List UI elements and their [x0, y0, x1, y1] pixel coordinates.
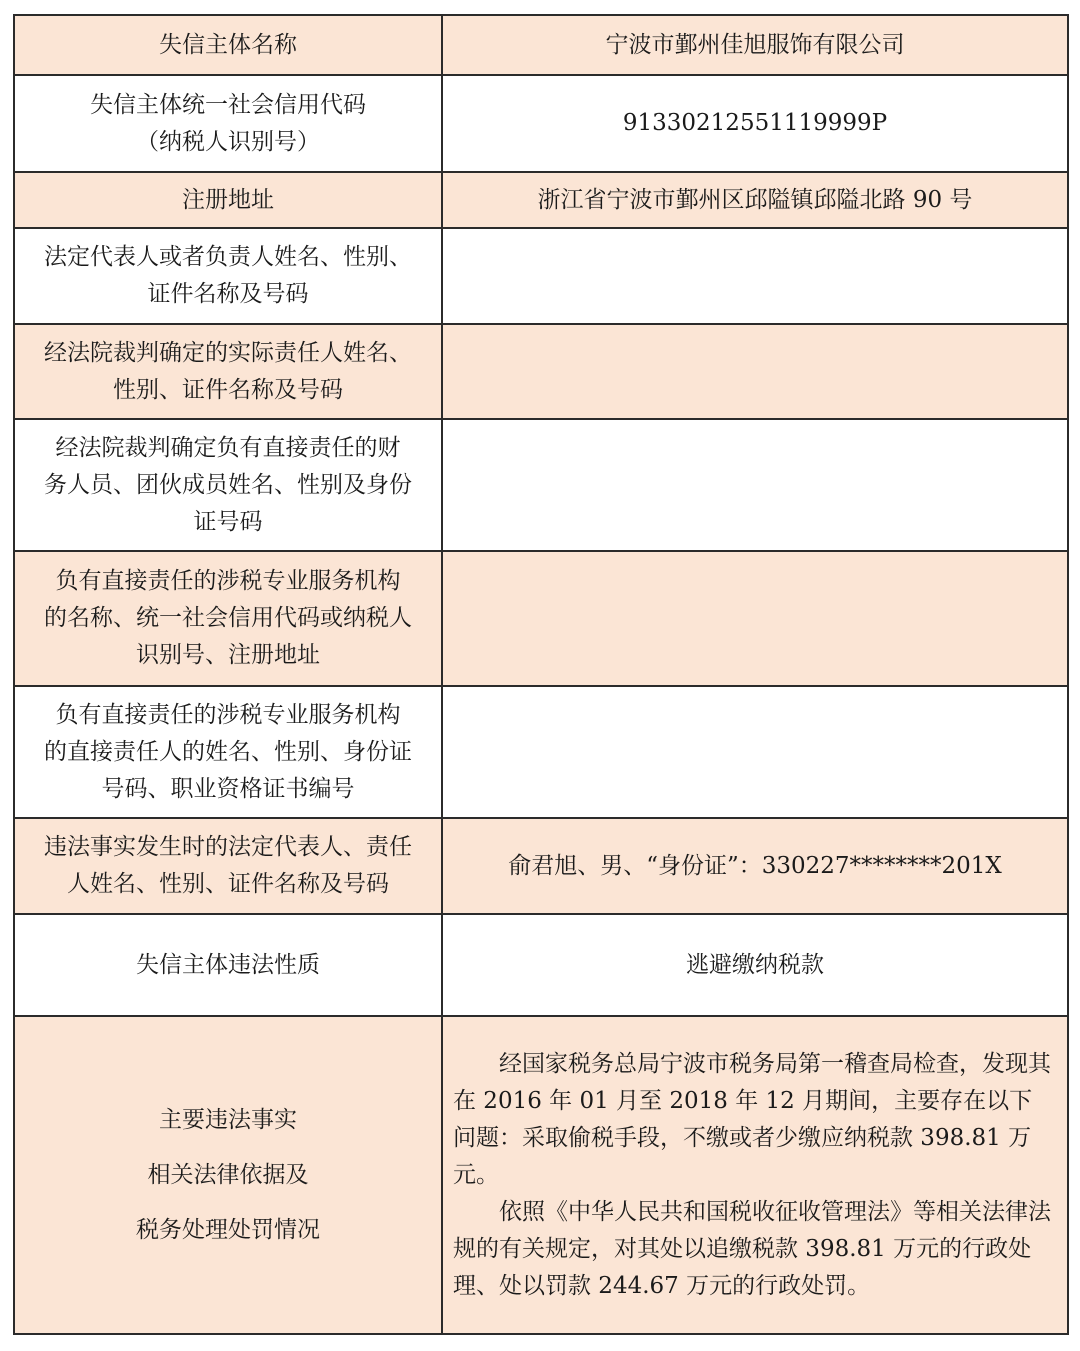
- table-row: [14, 172, 1068, 228]
- facts-label: 主要违法事实 相关法律依据及 税务处理处罚情况: [14, 1016, 442, 1334]
- row-label: 违法事实发生时的法定代表人、责任 人姓名、性别、证件名称及号码: [14, 818, 442, 914]
- row-label: 经法院裁判确定的实际责任人姓名、 性别、证件名称及号码: [14, 324, 442, 419]
- registered-address-value: 浙江省宁波市鄞州区邱隘镇邱隘北路 90 号: [442, 172, 1068, 228]
- credit-code-value: 91330212551119999P: [442, 75, 1068, 172]
- actual-responsible-value: [442, 324, 1068, 419]
- row-label: 注册地址: [14, 172, 442, 228]
- row-label: 法定代表人或者负责人姓名、性别、 证件名称及号码: [14, 228, 442, 324]
- table-row: [14, 818, 1068, 914]
- row-label: 失信主体统一社会信用代码 （纳税人识别号）: [14, 75, 442, 172]
- entity-name-value: 宁波市鄞州佳旭服饰有限公司: [442, 15, 1068, 75]
- table-row: [14, 686, 1068, 818]
- table-row: [14, 551, 1068, 686]
- row-label: 经法院裁判确定负有直接责任的财 务人员、团伙成员姓名、性别及身份 证号码: [14, 419, 442, 551]
- table-row: [14, 75, 1068, 172]
- table-row: [14, 324, 1068, 419]
- agency-value: [442, 551, 1068, 686]
- facts-value: [442, 1016, 1068, 1334]
- table-row: [14, 1016, 1068, 1334]
- legal-rep-at-violation-value: 俞君旭、男、“身份证”：330227********201X: [442, 818, 1068, 914]
- violation-nature-value: 逃避缴纳税款: [442, 914, 1068, 1016]
- facts-paragraph-findings: 经国家税务总局宁波市税务局第一稽查局检查，发现其在 2016 年 01 月至 2018 年 12 月期间，主要存在以下问题：采取偷税手段，不缴或者少缴应纳税款 398.81 万元。: [453, 1050, 1051, 1188]
- finance-staff-value: [442, 419, 1068, 551]
- facts-paragraph-penalty: 依照《中华人民共和国税收征收管理法》等相关法律法规的有关规定，对其处以追缴税款 398.81 万元的行政处理、处以罚款 244.67 万元的行政处罚。: [453, 1198, 1051, 1299]
- row-label: 负有直接责任的涉税专业服务机构 的名称、统一社会信用代码或纳税人 识别号、注册地址: [14, 551, 442, 686]
- table-row: [14, 914, 1068, 1016]
- taxpayer-info-table: [13, 14, 1069, 1335]
- agency-person-value: [442, 686, 1068, 818]
- row-label: 失信主体名称: [14, 15, 442, 75]
- table-row: [14, 228, 1068, 324]
- row-label: 失信主体违法性质: [14, 914, 442, 1016]
- row-label: 负有直接责任的涉税专业服务机构 的直接责任人的姓名、性别、身份证 号码、职业资格证书编号: [14, 686, 442, 818]
- legal-rep-value: [442, 228, 1068, 324]
- table-row: [14, 419, 1068, 551]
- table-row: [14, 15, 1068, 75]
